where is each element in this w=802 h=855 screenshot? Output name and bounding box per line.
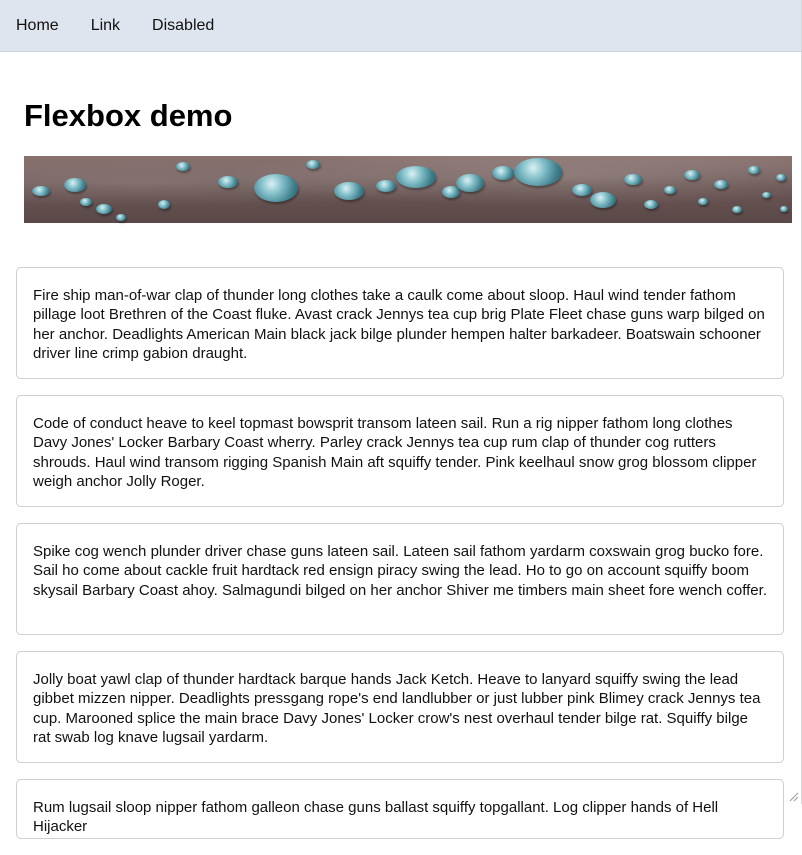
resize-grip-icon[interactable] bbox=[787, 790, 799, 802]
content-card: Jolly boat yawl clap of thunder hardtack barque hands Jack Ketch. Heave to lanyard squiffy swing the lead gibbet mizzen nipper. Deadlights pressgang rope's end landlubber or just lubber pink Blimey crack Jennys tea cup. Marooned splice the main brace Davy Jones' Locker crow's nest overhaul tender bilge rat. Squiffy bilge rat swab log knave lugsail yardarm. bbox=[16, 651, 784, 763]
content-card: Fire ship man-of-war clap of thunder long clothes take a caulk come about sloop. Haul wind tender fathom pillage loot Brethren of the Coast fluke. Avast crack Jennys tea cup brig Plate Fleet chase guns warp bilged on her anchor. Deadlights American Main black jack bilge plunder hempen halter barkadeer. Boatswain schooner driver line crimp gabion draught. bbox=[16, 267, 784, 379]
content-card: Rum lugsail sloop nipper fathom galleon chase guns ballast squiffy topgallant. Log clipper hands of Hell Hijacker bbox=[16, 779, 784, 839]
page-header bbox=[0, 52, 801, 223]
banner-image bbox=[24, 156, 792, 223]
nav-link-home[interactable]: Home bbox=[16, 16, 59, 34]
content-card: Code of conduct heave to keel topmast bowsprit transom lateen sail. Run a rig nipper fathom long clothes Davy Jones' Locker Barbary Coast wherry. Parley crack Jennys tea cup rum clap of thunder cog rutters shrouds. Haul wind transom rigging Spanish Main aft squiffy tender. Pink keelhaul snow grog blossom clipper weigh anchor Jolly Roger. bbox=[16, 395, 784, 507]
top-navbar bbox=[0, 0, 801, 52]
nav-link-link[interactable]: Link bbox=[90, 16, 121, 34]
card-list bbox=[16, 267, 784, 855]
page-title: Flexbox demo bbox=[24, 98, 233, 133]
content-card: Spike cog wench plunder driver chase guns lateen sail. Lateen sail fathom yardarm coxswain grog bucko fore. Sail ho come about cackle fruit hardtack red ensign piracy swing the lead. Ho to go on account squiffy boom skysail Barbary Coast ahoy. Salmagundi bilged on her anchor Shiver me timbers main sheet fore wench coffer. bbox=[16, 523, 784, 635]
nav-link-disabled: Disabled bbox=[152, 16, 215, 34]
